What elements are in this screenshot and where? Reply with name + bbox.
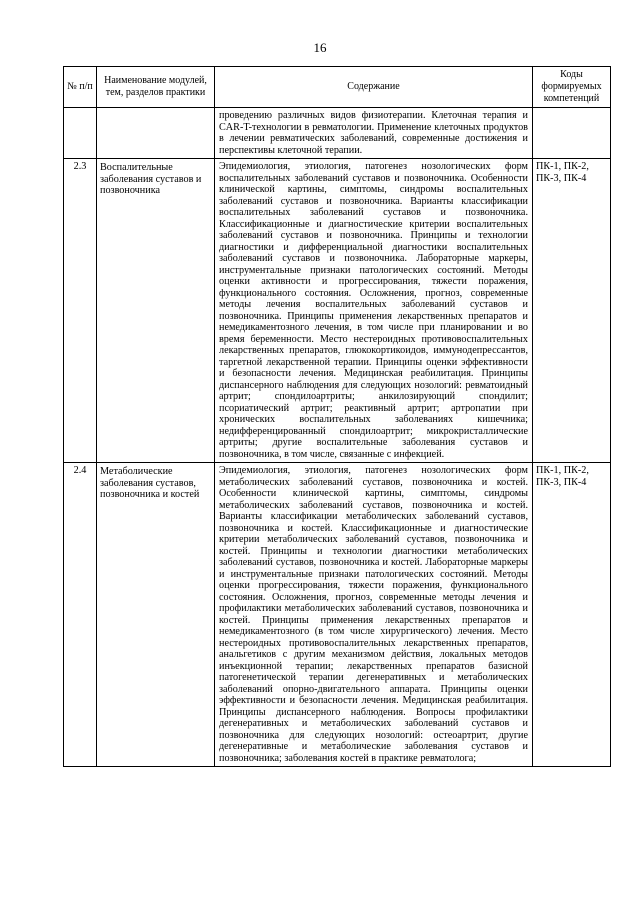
row-competency-codes [533, 108, 611, 159]
page-number: 16 [313, 40, 327, 55]
row-num: 2.4 [64, 463, 97, 767]
table-row [64, 463, 611, 767]
row-module-name: Воспалительные заболевания суставов и позвоночника [97, 159, 215, 463]
row-competency-codes: ПК-1, ПК-2, ПК-3, ПК-4 [533, 463, 611, 767]
row-content: Эпидемиология, этиология, патогенез нозологических форм воспалительных заболеваний суставов и позвоночника. Особенности клинической картины, симптомы, синдромы воспалительных заболеваний суставов и позвоночника. Варианты классификации воспалительных заболеваний суставов и позвоночника. Классификационные и диагностические критерии воспалительных заболеваний суставов и позвоночника. Принципы и технологии диагностики и дифференциальной диагностики воспалительных заболеваний суставов и позвоночника. Лабораторные маркеры, инструментальные признаки патологических состояний. Методы оценки активности и прогрессирования, тяжести поражения, функционального состояния. Осложнения, прогноз, современные методы лечения воспалительных заболеваний суставов и позвоночника. Принципы применения лекарственных препаратов и немедикаментозного лечения, в том числе при планировании и во время беременности. Место нестероидных противовоспалительных лекарственных препаратов, глюкокортикоидов, иммунодепрессантов, таргетной лекарственной терапии. Принципы оценки эффективности и безопасности лечения. Медицинская реабилитация. Принципы диспансерного наблюдения для следующих нозологий: ревматоидный артрит; спондилоартриты; анкилозирующий спондилит; псориатический артрит; реактивный артрит; артропатии при хронических воспалительных заболеваниях кишечника; недифференцированный спондилоартрит; микрокристаллические артриты; другие воспалительные заболевания суставов и позвоночника, в том числе, связанные с инфекцией. [215, 159, 533, 463]
curriculum-table [63, 66, 611, 767]
header-module-name: Наименование модулей, тем, разделов практики [97, 67, 215, 108]
row-content: проведению различных видов физиотерапии. Клеточная терапия и CAR-T-технологии в ревматологии. Применение клеточных продуктов в лечении ревматических заболеваний, современные достижения и перспективы клеточной терапии. [215, 108, 533, 159]
row-competency-codes: ПК-1, ПК-2, ПК-3, ПК-4 [533, 159, 611, 463]
header-competency-codes: Коды формируемых компетенций [533, 67, 611, 108]
table-header-row [64, 67, 611, 108]
table-row [64, 108, 611, 159]
row-num: 2.3 [64, 159, 97, 463]
table-row [64, 159, 611, 463]
row-content: Эпидемиология, этиология, патогенез нозологических форм метаболических заболеваний суставов, позвоночника и костей. Особенности клинической картины, симптомы, синдромы метаболических заболеваний суставов, позвоночника и костей. Варианты классификации метаболических заболеваний суставов, позвоночника и костей. Классификационные и диагностические критерии метаболических заболеваний суставов, позвоночника и костей. Принципы и технологии диагностики метаболических заболеваний суставов, позвоночника и костей. Лабораторные маркеры и инструментальные признаки патологических состояний. Методы оценки прогрессирования, тяжести поражения, функционального состояния. Осложнения, прогноз, современные методы лечения и профилактики метаболических заболеваний суставов, позвоночника и костей. Принципы применения лекарственных препаратов и немедикаментозного (в том числе хирургического) лечения. Место нестероидных противовоспалительных лекарственных препаратов, анальгетиков с другим механизмом действия, локальных методов инъекционной терапии; лекарственных препаратов базисной патогенетической терапии дегенеративных и метаболических заболеваний опорно-двигательного аппарата. Принципы оценки эффективности и безопасности лечения. Медицинская реабилитация. Принципы диспансерного наблюдения. Вопросы профилактики дегенеративных и метаболических заболеваний суставов и позвоночника для следующих нозологий: остеоартрит, другие дегенеративные и метаболические заболевания суставов и позвоночника; заболевания костей в практике ревматолога; [215, 463, 533, 767]
header-content: Содержание [215, 67, 533, 108]
header-num: № п/п [64, 67, 97, 108]
row-module-name [97, 108, 215, 159]
row-module-name: Метаболические заболевания суставов, позвоночника и костей [97, 463, 215, 767]
row-num [64, 108, 97, 159]
